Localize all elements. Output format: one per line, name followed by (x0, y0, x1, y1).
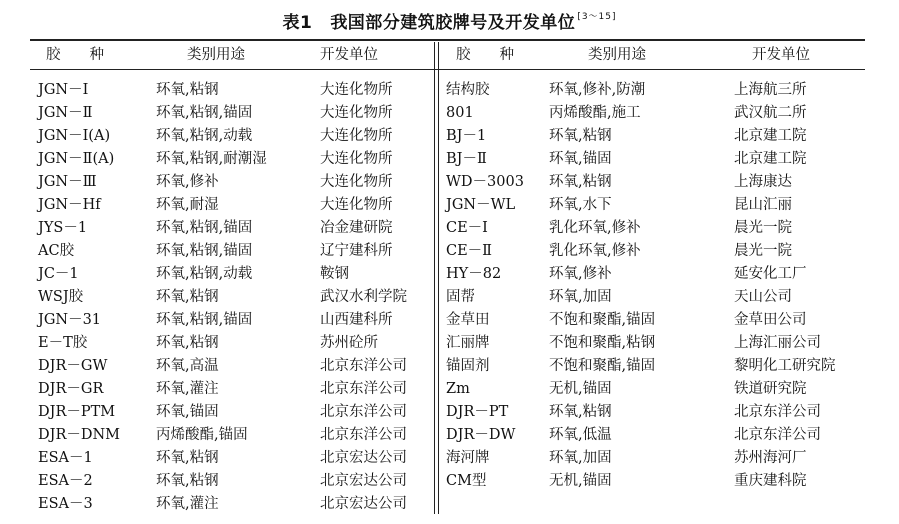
right-cell-usage: 不饱和聚酯,锚固 (549, 358, 656, 374)
left-cell-glue: JGN－Ⅲ (38, 174, 97, 190)
right-cell-usage: 乳化环氧,修补 (549, 220, 641, 236)
left-cell-glue: WSJ胶 (38, 289, 84, 305)
left-cell-usage: 环氧,粘钢 (156, 289, 219, 305)
left-cell-usage: 环氧,灌注 (156, 496, 219, 512)
left-cell-developer: 大连化物所 (320, 151, 393, 167)
right-cell-usage: 无机,锚固 (549, 381, 612, 397)
left-cell-developer: 冶金建研院 (320, 220, 393, 236)
right-cell-usage: 环氧,粘钢 (549, 404, 612, 420)
header-left-usage: 类别用途 (187, 47, 245, 63)
left-cell-usage: 环氧,粘钢,耐潮湿 (156, 151, 267, 167)
column-divider-2 (438, 42, 439, 514)
right-cell-glue: BJ－1 (446, 128, 487, 144)
right-cell-glue: CE－Ⅰ (446, 220, 488, 236)
right-cell-developer: 天山公司 (734, 289, 792, 305)
right-cell-developer: 武汉航二所 (734, 105, 807, 121)
right-cell-glue: DJR－DW (446, 427, 516, 443)
left-cell-usage: 环氧,粘钢 (156, 335, 219, 351)
left-cell-glue: JGN－31 (38, 312, 102, 328)
left-cell-glue: JYS－1 (38, 220, 88, 236)
left-cell-developer: 北京东洋公司 (320, 404, 407, 420)
left-cell-developer: 大连化物所 (320, 82, 393, 98)
right-cell-developer: 上海汇丽公司 (734, 335, 821, 351)
left-cell-glue: DJR－GR (38, 381, 104, 397)
right-cell-usage: 环氧,粘钢 (549, 174, 612, 190)
right-cell-developer: 北京建工院 (734, 128, 807, 144)
header-left-developer: 开发单位 (320, 47, 378, 63)
left-cell-glue: DJR－GW (38, 358, 108, 374)
left-cell-usage: 环氧,耐湿 (156, 197, 219, 213)
left-cell-usage: 环氧,粘钢 (156, 450, 219, 466)
right-cell-usage: 环氧,修补 (549, 266, 612, 282)
right-cell-glue: 金草田 (446, 312, 490, 328)
left-cell-glue: JGN－Hf (38, 197, 101, 213)
left-cell-usage: 环氧,粘钢,动载 (156, 128, 253, 144)
right-cell-glue: CM型 (446, 473, 487, 489)
right-cell-glue: DJR－PT (446, 404, 509, 420)
left-cell-glue: DJR－PTM (38, 404, 116, 420)
right-cell-glue: WD－3003 (446, 174, 524, 190)
right-cell-glue: 海河牌 (446, 450, 490, 466)
right-cell-developer: 上海康达 (734, 174, 792, 190)
left-cell-developer: 大连化物所 (320, 197, 393, 213)
header-right-usage: 类别用途 (588, 47, 646, 63)
right-cell-usage: 环氧,加固 (549, 289, 612, 305)
right-cell-glue: 锚固剂 (446, 358, 490, 374)
left-cell-usage: 环氧,粘钢 (156, 82, 219, 98)
right-cell-usage: 环氧,加固 (549, 450, 612, 466)
right-cell-usage: 丙烯酸酯,施工 (549, 105, 641, 121)
left-cell-glue: ESA－2 (38, 473, 93, 489)
column-divider-1 (434, 42, 435, 514)
left-cell-glue: E－T胶 (38, 335, 88, 351)
left-cell-developer: 北京宏达公司 (320, 450, 407, 466)
header-right-glue: 胶 种 (456, 47, 514, 63)
right-cell-usage: 无机,锚固 (549, 473, 612, 489)
right-cell-glue: BJ－Ⅱ (446, 151, 487, 167)
right-cell-developer: 晨光一院 (734, 220, 792, 236)
reference-marker: [3～15] (577, 12, 617, 22)
right-cell-glue: JGN－WL (446, 197, 516, 213)
right-cell-developer: 晨光一院 (734, 243, 792, 259)
right-cell-usage: 环氧,粘钢 (549, 128, 612, 144)
left-cell-usage: 环氧,灌注 (156, 381, 219, 397)
left-cell-usage: 环氧,粘钢,锚固 (156, 243, 253, 259)
left-cell-glue: JC－1 (38, 266, 79, 282)
left-cell-usage: 环氧,粘钢,锚固 (156, 220, 253, 236)
right-cell-developer: 黎明化工研究院 (734, 358, 836, 374)
left-cell-glue: JGN－Ⅰ(A) (38, 128, 111, 144)
right-cell-usage: 环氧,修补,防潮 (549, 82, 646, 98)
left-cell-developer: 苏州砼所 (320, 335, 378, 351)
left-cell-developer: 北京东洋公司 (320, 427, 407, 443)
left-cell-usage: 环氧,锚固 (156, 404, 219, 420)
left-cell-glue: DJR－DNM (38, 427, 121, 443)
left-cell-usage: 环氧,修补 (156, 174, 219, 190)
left-cell-developer: 北京宏达公司 (320, 496, 407, 512)
right-cell-glue: 结构胶 (446, 82, 490, 98)
left-cell-developer: 北京宏达公司 (320, 473, 407, 489)
right-cell-usage: 乳化环氧,修补 (549, 243, 641, 259)
right-cell-developer: 上海航三所 (734, 82, 807, 98)
left-cell-glue: ESA－3 (38, 496, 93, 512)
left-cell-developer: 北京东洋公司 (320, 358, 407, 374)
left-cell-usage: 环氧,粘钢,动载 (156, 266, 253, 282)
right-cell-developer: 北京建工院 (734, 151, 807, 167)
left-cell-developer: 山西建科所 (320, 312, 393, 328)
table-title: 我国部分建筑胶牌号及开发单位 (330, 13, 576, 33)
right-cell-developer: 北京东洋公司 (734, 427, 821, 443)
right-cell-developer: 重庆建科院 (734, 473, 807, 489)
left-cell-usage: 环氧,高温 (156, 358, 219, 374)
table-number: 表1 (282, 13, 313, 33)
right-cell-glue: CE－Ⅱ (446, 243, 493, 259)
left-cell-usage: 丙烯酸酯,锚固 (156, 427, 248, 443)
right-cell-glue: Zm (446, 381, 470, 397)
table-caption (0, 8, 899, 33)
left-cell-glue: ESA－1 (38, 450, 93, 466)
right-cell-glue: 801 (446, 105, 474, 121)
right-cell-developer: 延安化工厂 (734, 266, 807, 282)
left-cell-developer: 大连化物所 (320, 105, 393, 121)
right-cell-glue: 固帮 (446, 289, 475, 305)
header-rule (30, 69, 865, 70)
right-cell-developer: 昆山汇丽 (734, 197, 792, 213)
left-cell-glue: JGN－Ⅱ (38, 105, 93, 121)
left-cell-developer: 北京东洋公司 (320, 381, 407, 397)
right-cell-developer: 铁道研究院 (734, 381, 807, 397)
left-cell-usage: 环氧,粘钢,锚固 (156, 312, 253, 328)
left-cell-developer: 大连化物所 (320, 174, 393, 190)
left-cell-developer: 鞍钢 (320, 266, 349, 282)
left-cell-developer: 大连化物所 (320, 128, 393, 144)
right-cell-usage: 环氧,低温 (549, 427, 612, 443)
right-cell-glue: 汇丽牌 (446, 335, 490, 351)
left-cell-usage: 环氧,粘钢,锚固 (156, 105, 253, 121)
right-cell-usage: 不饱和聚酯,粘钢 (549, 335, 656, 351)
left-cell-glue: JGN－Ⅰ (38, 82, 89, 98)
header-right-developer: 开发单位 (752, 47, 810, 63)
left-cell-developer: 武汉水利学院 (320, 289, 407, 305)
right-cell-developer: 金草田公司 (734, 312, 807, 328)
left-cell-usage: 环氧,粘钢 (156, 473, 219, 489)
right-cell-usage: 不饱和聚酯,锚固 (549, 312, 656, 328)
left-cell-glue: JGN－Ⅱ(A) (38, 151, 115, 167)
right-cell-usage: 环氧,锚固 (549, 151, 612, 167)
right-cell-developer: 北京东洋公司 (734, 404, 821, 420)
top-rule (30, 39, 865, 41)
left-cell-developer: 辽宁建科所 (320, 243, 393, 259)
right-cell-glue: HY－82 (446, 266, 502, 282)
left-cell-glue: AC胶 (38, 243, 75, 259)
right-cell-usage: 环氧,水下 (549, 197, 612, 213)
header-left-glue: 胶 种 (46, 47, 104, 63)
right-cell-developer: 苏州海河厂 (734, 450, 807, 466)
